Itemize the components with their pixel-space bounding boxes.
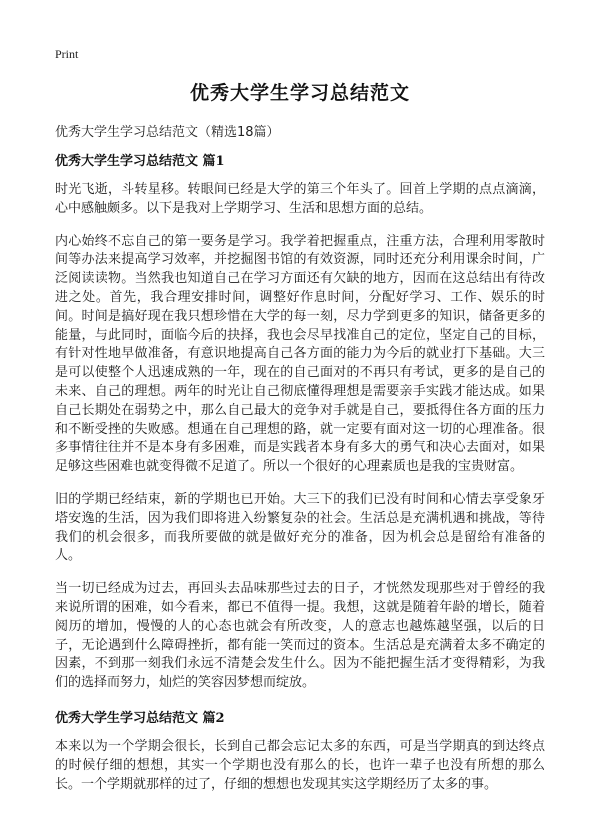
paragraph: 本来以为一个学期会很长，长到自己都会忘记太多的东西，可是当学期真的到达终点的时候仔细的想想，其实一个学期也没有那么的长，也许一辈子也没有所想的那么长。一个学期就那样的过了，仔细的想想也发现其实这学期经历了太多的事。 (55, 738, 545, 792)
document-subtitle: 优秀大学生学习总结范文（精选18篇） (55, 125, 280, 140)
print-link[interactable]: Print (55, 47, 79, 61)
paragraph: 时光飞逝，斗转星移。转眼间已经是大学的第三个年头了。回首上学期的点点滴滴，心中感触颇多。以下是我对上学期学习、生活和思想方面的总结。 (55, 182, 545, 216)
section-2 (55, 707, 545, 794)
section-heading: 优秀大学生学习总结范文 篇2 (55, 710, 225, 726)
paragraph: 旧的学期已经结束，新的学期也已开始。大三下的我们已没有时间和心情去享受象牙塔安逸的生活，因为我们即将进入纷繁复杂的社会。生活总是充满机遇和挑战，等待我们的机会很多，而我所要做的就是做好充分的准备，因为机会总是留给有准备的人。 (55, 491, 545, 564)
section-heading: 优秀大学生学习总结范文 篇1 (55, 154, 225, 169)
paragraph: 当一切已经成为过去，再回头去品味那些过去的日子，才恍然发现那些对于曾经的我来说所谓的困难，如今看来，都已不值得一提。我想，这就是随着年龄的增长，随着阅历的增加，慢慢的人的心态也就会有所改变，人的意志也越炼越坚强，以后的日子，无论遇到什么障碍挫折，都有能一笑而过的资本。生活总是充满着太多不确定的因素，不到那一刻我们永远不清楚会发生什么。因为不能把握生活才变得精彩，为我们的选择而努力，灿烂的笑容因梦想而绽放。 (55, 581, 545, 691)
paragraph: 内心始终不忘自己的第一要务是学习。我学着把握重点，注重方法，合理利用零散时间等办法来提高学习效率，并挖掘图书馆的有效资源，同时还充分利用课余时间，广泛阅读读物。当然我也知道自己在学习方面还有欠缺的地方，因而在这总结出有待改进之处。首先，我合理安排时间，调整好作息时间，分配好学习、工作、娱乐的时间。时间是搞好现在我只想珍惜在大学的每一刻，尽力学到更多的知识，储备更多的能量，与此同时，面临今后的抉择，我也会尽早找准自己的定位，坚定自己的目标，有针对性地早做准备，有意识地提高自己各方面的能力为今后的就业打下基础。大三是可以使整个人迅速成熟的一年，现在的自己面对的不再只有考试，更多的是自己的未来、自己的理想。两年的时光让自己彻底懂得理想是需要亲手实践才能达成。如果自己长期处在弱势之中，那么自己最大的竞争对手就是自己，要抵得住各方面的压力和不断受挫的失败感。想通在自己理想的路，就一定要有面对这一切的心理准备。很多事情往往并不是本身有多困难，而是实践者本身有多大的勇气和决心去面对，如果足够这些困难也就变得微不足道了。所以一个很好的心理素质也是我的宝贵财富。 (55, 233, 545, 475)
section-1 (55, 150, 545, 693)
document-content (55, 150, 545, 808)
document-title: 优秀大学生学习总结范文 (189, 82, 410, 104)
